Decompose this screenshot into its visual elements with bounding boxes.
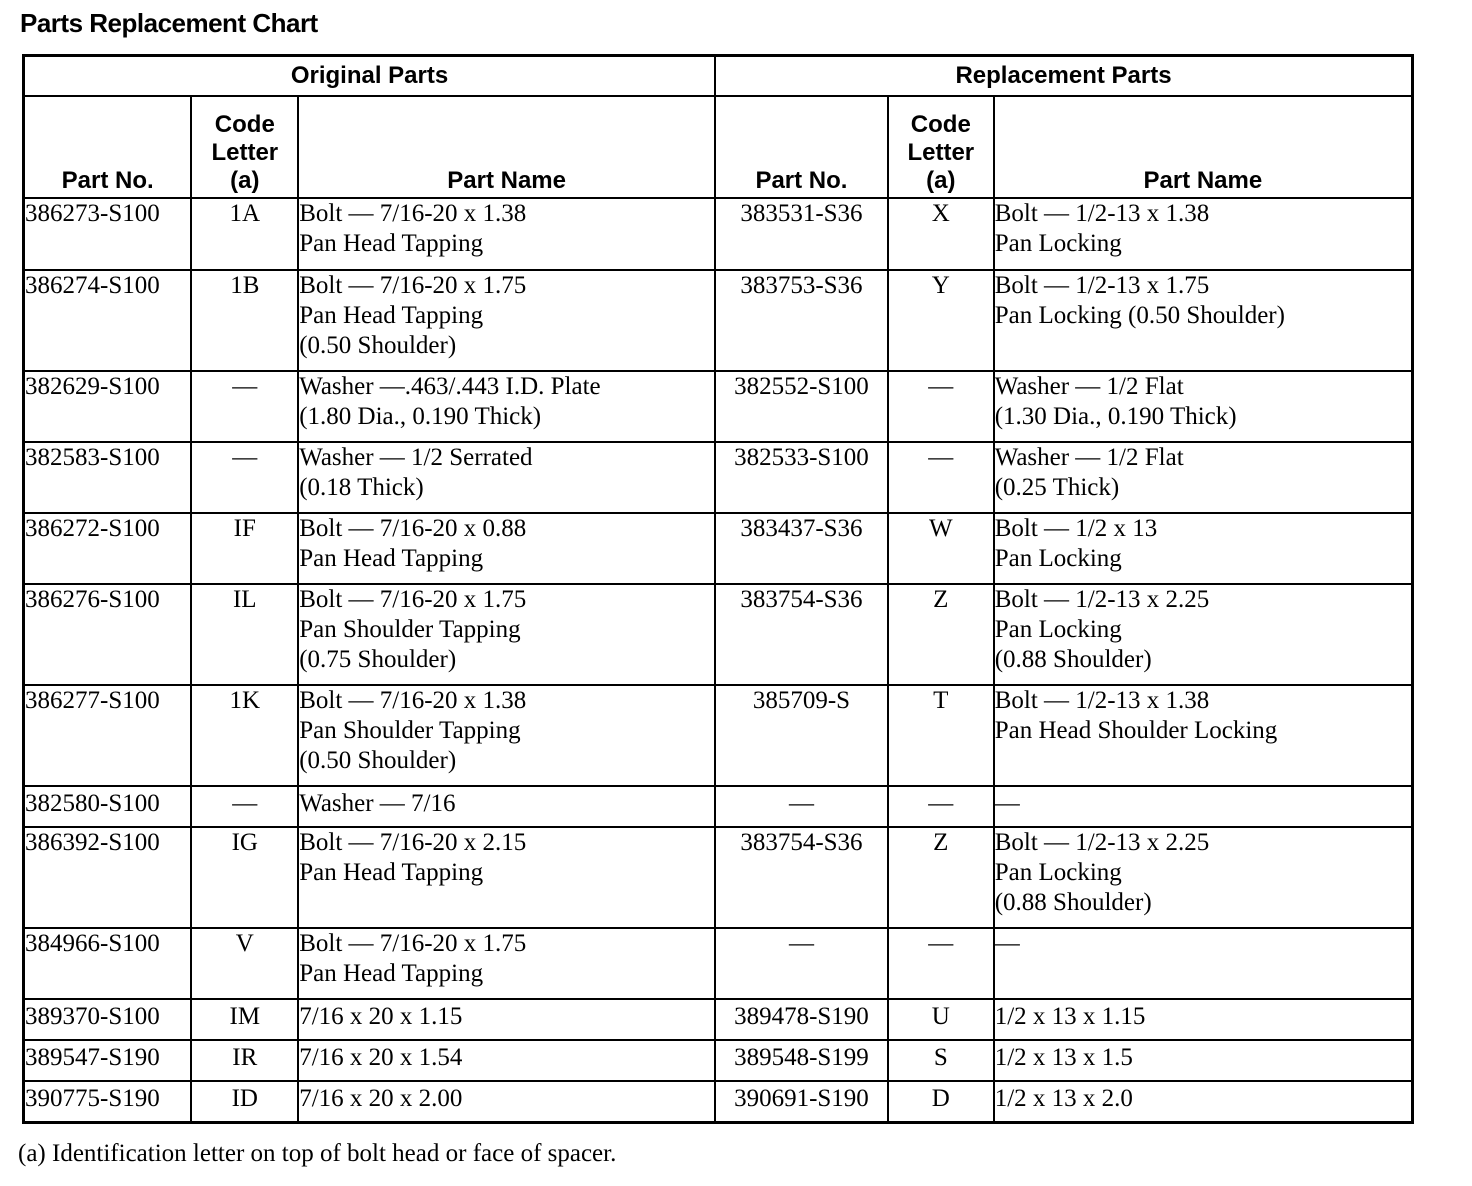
part-name-line: Bolt — 7/16-20 x 1.75 [299,272,527,299]
orig-part-name [298,999,715,1040]
part-name-line: (0.18 Thick) [299,474,424,501]
rep-code-letter: Y [888,270,994,371]
rep-part-name [994,1040,1413,1081]
replacement-parts-header: Replacement Parts [715,56,1412,97]
orig-code-letter: — [191,786,298,827]
orig-part-no: 382580-S100 [24,786,192,827]
orig-part-no: 384966-S100 [24,928,192,999]
part-name-line: Bolt — 7/16-20 x 1.75 [299,930,527,957]
table-row [24,685,1413,786]
footnote: (a) Identification letter on top of bolt head or face of spacer. [18,1140,617,1167]
chart-title: Parts Replacement Chart [20,8,318,38]
part-name-line: (1.80 Dia., 0.190 Thick) [299,403,542,430]
table-row [24,198,1413,270]
rep-part-name [994,928,1413,999]
part-name-line: 1/2 x 13 x 1.15 [994,1003,1146,1030]
orig-part-name [298,1081,715,1122]
rep-part-name [994,685,1413,786]
part-name-line: (1.30 Dia., 0.190 Thick) [994,403,1237,430]
orig-code-letter: — [191,371,298,442]
rep-code-letter: D [888,1081,994,1122]
part-name-line: — [994,790,1020,817]
orig-part-no: 382583-S100 [24,442,192,513]
part-name-line: (0.88 Shoulder) [994,889,1152,916]
part-name-line: Pan Locking [994,230,1122,257]
part-name-line: 1/2 x 13 x 2.0 [994,1085,1133,1112]
part-name-line: Bolt — 1/2-13 x 2.25 [994,586,1210,613]
table-row [24,786,1413,827]
orig-part-name [298,442,715,513]
rep-code-letter: X [888,198,994,270]
part-name-line: (0.75 Shoulder) [299,646,457,673]
rep-code-letter: — [888,442,994,513]
code-header-line: Code [214,111,275,138]
code-header-line: (a) [926,167,956,194]
rep-part-no: 385709-S [715,685,888,786]
rep-part-name [994,999,1413,1040]
rep-part-no: 383437-S36 [715,513,888,584]
part-name-line: Pan Locking [994,545,1122,572]
orig-part-name [298,827,715,928]
part-name-line: Washer — 7/16 [299,790,456,817]
orig-part-no: 386276-S100 [24,584,192,685]
orig-code-letter: IM [191,999,298,1040]
original-parts-header: Original Parts [24,56,716,97]
orig-part-no: 386273-S100 [24,198,192,270]
part-name-line: Pan Head Tapping [299,960,484,987]
part-name-line: Pan Head Tapping [299,230,484,257]
part-name-line: 7/16 x 20 x 1.15 [299,1003,463,1030]
table-row [24,827,1413,928]
part-name-line: Bolt — 1/2 x 13 [994,515,1158,542]
rep-part-no-header: Part No. [715,96,888,198]
part-name-line: Pan Head Tapping [299,302,484,329]
part-name-line: Pan Head Shoulder Locking [994,717,1278,744]
table-row [24,442,1413,513]
rep-code-letter: S [888,1040,994,1081]
orig-part-name [298,786,715,827]
part-name-line: Pan Shoulder Tapping [299,616,521,643]
table-row [24,1081,1413,1122]
orig-part-name [298,1040,715,1081]
rep-part-name [994,198,1413,270]
part-name-line: Washer — 1/2 Serrated [299,444,533,471]
table-row [24,270,1413,371]
orig-code-letter-header [191,96,298,198]
table-row [24,1040,1413,1081]
orig-part-no: 390775-S190 [24,1081,192,1122]
orig-part-name [298,513,715,584]
orig-part-no: 386277-S100 [24,685,192,786]
rep-part-no: 383531-S36 [715,198,888,270]
orig-code-letter: — [191,442,298,513]
orig-part-name-header: Part Name [298,96,715,198]
rep-part-name [994,584,1413,685]
orig-part-no: 389547-S190 [24,1040,192,1081]
orig-part-no: 386392-S100 [24,827,192,928]
rep-part-no: 389548-S199 [715,1040,888,1081]
rep-part-no: 389478-S190 [715,999,888,1040]
orig-part-name [298,584,715,685]
part-name-line: Washer —.463/.443 I.D. Plate [299,373,601,400]
rep-code-letter: — [888,928,994,999]
orig-part-name [298,198,715,270]
rep-part-name [994,786,1413,827]
orig-part-name [298,928,715,999]
table-row [24,999,1413,1040]
orig-part-no: 382629-S100 [24,371,192,442]
part-name-line: 7/16 x 20 x 2.00 [299,1085,463,1112]
rep-part-no: 383754-S36 [715,827,888,928]
orig-part-name [298,685,715,786]
orig-code-letter: IR [191,1040,298,1081]
table-row [24,371,1413,442]
rep-part-no: 383754-S36 [715,584,888,685]
orig-part-no: 386272-S100 [24,513,192,584]
orig-part-no: 386274-S100 [24,270,192,371]
rep-part-name [994,513,1413,584]
rep-part-name [994,371,1413,442]
rep-part-name-header: Part Name [994,96,1413,198]
orig-part-no: 389370-S100 [24,999,192,1040]
code-header-line: (a) [230,167,260,194]
table-row [24,584,1413,685]
part-name-line: Pan Locking [994,859,1122,886]
orig-part-name [298,371,715,442]
rep-part-name [994,442,1413,513]
rep-code-letter: — [888,786,994,827]
part-name-line: Washer — 1/2 Flat [994,373,1184,400]
rep-part-no: 383753-S36 [715,270,888,371]
parts-replacement-table [22,54,1414,1124]
rep-code-letter: W [888,513,994,584]
rep-code-letter: — [888,371,994,442]
part-name-line: Pan Locking [994,616,1122,643]
part-name-line: 7/16 x 20 x 1.54 [299,1044,463,1071]
orig-code-letter: IG [191,827,298,928]
part-name-line: Bolt — 1/2-13 x 1.38 [994,687,1210,714]
part-name-line: Pan Head Tapping [299,545,484,572]
table-row [24,928,1413,999]
orig-part-name [298,270,715,371]
part-name-line: Bolt — 7/16-20 x 1.38 [299,687,527,714]
code-header-line: Letter [907,139,975,166]
rep-code-letter-header [888,96,994,198]
part-name-line: (0.88 Shoulder) [994,646,1152,673]
code-header-line: Letter [211,139,279,166]
part-name-line: Bolt — 7/16-20 x 1.75 [299,586,527,613]
part-name-line: Bolt — 1/2-13 x 1.75 [994,272,1210,299]
part-name-line: (0.50 Shoulder) [299,332,457,359]
orig-code-letter: 1B [191,270,298,371]
rep-part-no: — [715,928,888,999]
rep-part-no: — [715,786,888,827]
rep-part-name [994,270,1413,371]
orig-code-letter: V [191,928,298,999]
part-name-line: Washer — 1/2 Flat [994,444,1184,471]
part-name-line: 1/2 x 13 x 1.5 [994,1044,1133,1071]
part-name-line: Bolt — 7/16-20 x 0.88 [299,515,527,542]
part-name-line: Pan Locking (0.50 Shoulder) [994,302,1285,329]
rep-part-name [994,1081,1413,1122]
part-name-line: Bolt — 1/2-13 x 1.38 [994,200,1210,227]
rep-code-letter: Z [888,827,994,928]
rep-code-letter: T [888,685,994,786]
table-body [24,198,1413,1122]
table-row [24,513,1413,584]
rep-code-letter: U [888,999,994,1040]
part-name-line: Pan Head Tapping [299,859,484,886]
rep-part-no: 382552-S100 [715,371,888,442]
orig-code-letter: 1K [191,685,298,786]
orig-part-no-header: Part No. [24,96,192,198]
orig-code-letter: IL [191,584,298,685]
orig-code-letter: IF [191,513,298,584]
rep-part-no: 382533-S100 [715,442,888,513]
part-name-line: — [994,930,1020,957]
part-name-line: (0.25 Thick) [994,474,1120,501]
column-header-row [24,96,1413,198]
rep-code-letter: Z [888,584,994,685]
part-name-line: Bolt — 7/16-20 x 2.15 [299,829,527,856]
code-header-line: Code [910,111,971,138]
group-header-row [24,56,1413,97]
orig-code-letter: ID [191,1081,298,1122]
part-name-line: Pan Shoulder Tapping [299,717,521,744]
part-name-line: Bolt — 7/16-20 x 1.38 [299,200,527,227]
rep-part-name [994,827,1413,928]
orig-code-letter: 1A [191,198,298,270]
part-name-line: (0.50 Shoulder) [299,747,457,774]
rep-part-no: 390691-S190 [715,1081,888,1122]
part-name-line: Bolt — 1/2-13 x 2.25 [994,829,1210,856]
